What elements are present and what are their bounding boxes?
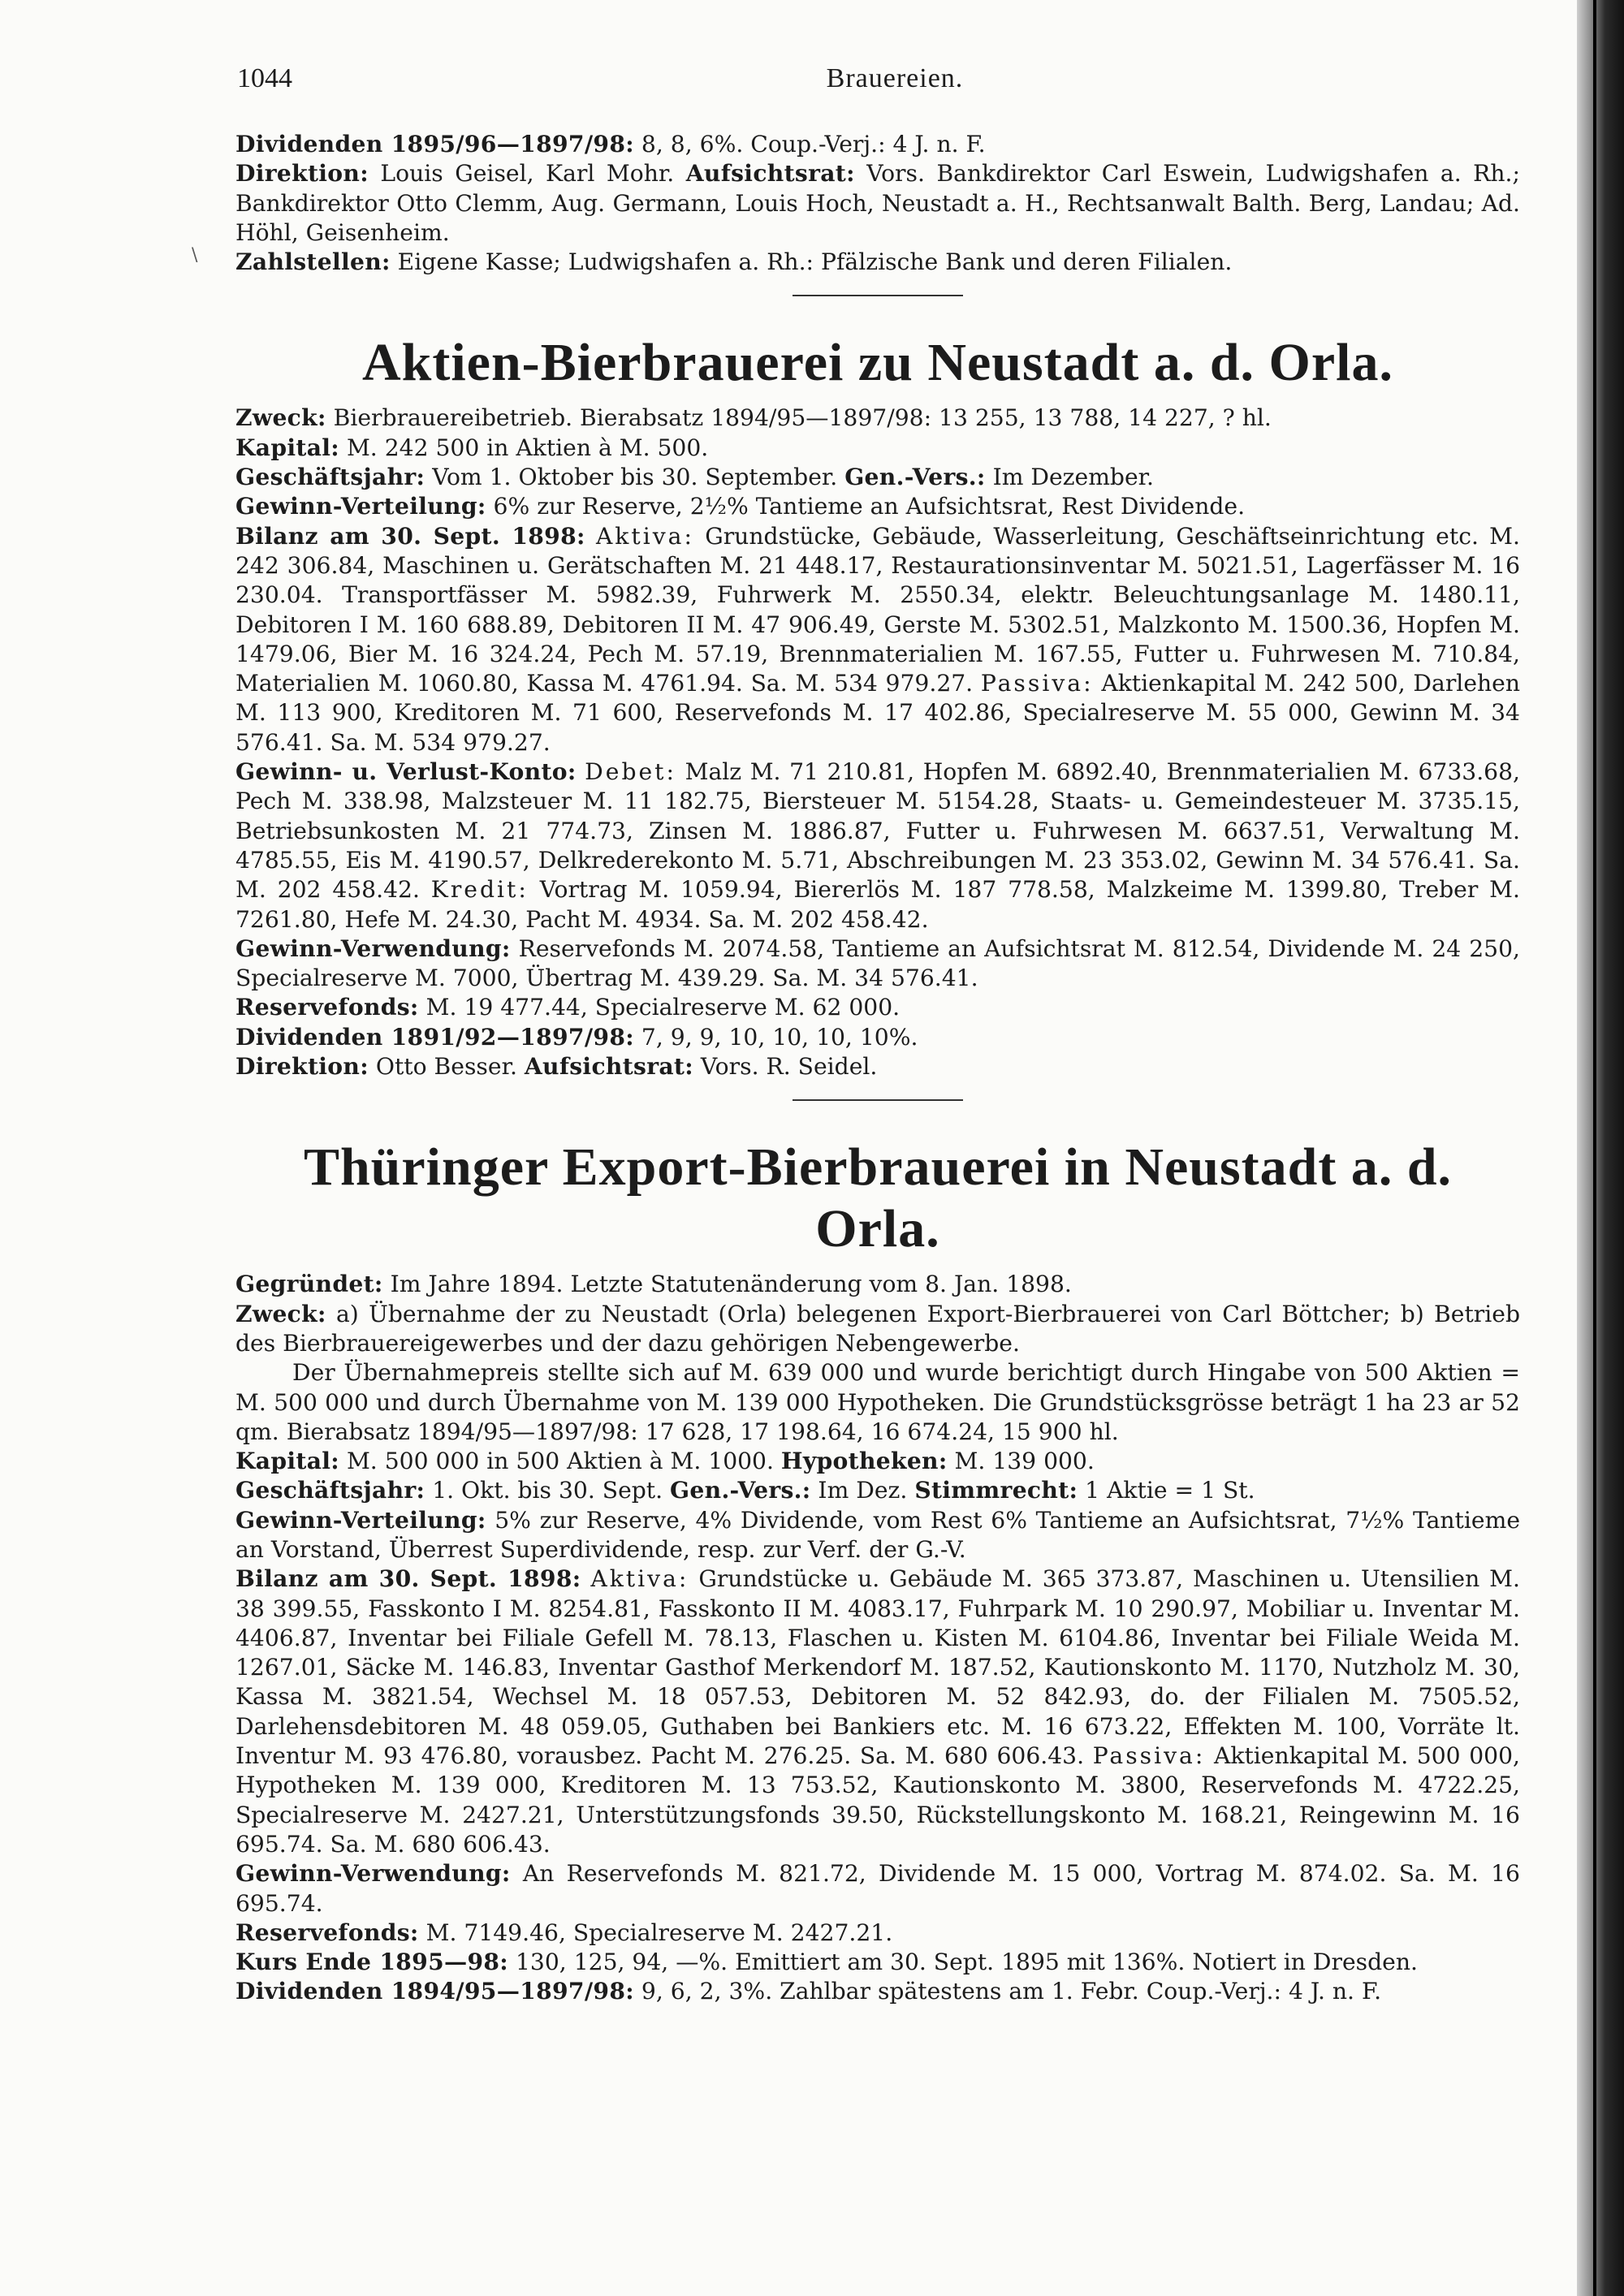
- direction-entry: [235, 159, 1520, 248]
- entry-text: Im Dezember.: [985, 464, 1154, 491]
- passiva-word: Passiva:: [980, 670, 1094, 697]
- entry-text: M. 139 000.: [947, 1448, 1095, 1475]
- entry-label: Gewinn-Verwendung:: [235, 934, 511, 962]
- entry-label: Kapital:: [235, 434, 339, 461]
- aktiva-word: Aktiva:: [590, 1565, 689, 1593]
- entry-text: Bierbrauereibetrieb. Bierabsatz 1894/95—1897/98: 13 255, 13 788, 14 227, ? hl.: [326, 404, 1272, 432]
- entry-text: 5% zur Reserve, 4% Dividende, vom Rest 6% Tantieme an Aufsichtsrat, 7½% Tantieme an Vorstand, Überrest Superdividende, resp. zur Verf. der G.-V.: [235, 1506, 1520, 1563]
- running-title: Brauereien.: [826, 63, 964, 93]
- entry-text: Otto Besser.: [368, 1053, 525, 1081]
- entry-text: M. 7149.46, Specialreserve M. 2427.21.: [418, 1918, 893, 1946]
- entry-label: Kapital:: [235, 1448, 339, 1475]
- entry-text: Vors. Bankdirektor Carl Eswein, Ludwigshafen a. Rh.; Bankdirektor Otto Clemm, Aug. Germann, Louis Hoch, Neustadt a. H., Rechtsanwalt Balth. Berg, Landau; Ad. Höhl, Geisenheim.: [235, 160, 1520, 246]
- page-number: 1044: [237, 63, 292, 93]
- page-body: [235, 130, 1520, 2007]
- company-title: Thüringer Export-Bierbrauerei in Neustadt a. d. Orla.: [303, 1137, 1453, 1259]
- section-divider: [793, 295, 963, 296]
- kredit-word: Kredit:: [430, 876, 529, 904]
- zweck-entry: [235, 1300, 1520, 1359]
- entry-label: Bilanz am 30. Sept. 1898:: [235, 1565, 581, 1593]
- page-header: [237, 63, 1553, 104]
- entry-text: 130, 125, 94, —%. Emittiert am 30. Sept. 1895 mit 136%. Notiert in Dresden.: [508, 1949, 1418, 1976]
- dividenden-entry: [235, 1023, 1520, 1052]
- entry-label: Bilanz am 30. Sept. 1898:: [235, 522, 585, 550]
- entry-text: 6% zur Reserve, 2½% Tantieme an Aufsichtsrat, Rest Dividende.: [486, 493, 1246, 520]
- page-edge-line: [1593, 0, 1596, 2296]
- zweck-entry: [235, 404, 1520, 433]
- stray-mark: \: [192, 245, 198, 265]
- entry-text: M. 242 500 in Aktien à M. 500.: [339, 434, 709, 461]
- entry-text: Aktienkapital M. 242 500, Darlehen M. 113 900, Kreditoren M. 71 600, Reservefonds M. 17 402.86, Specialreserve M. 55 000, Gewinn M. 34 576.41. Sa. M. 534 979.27.: [235, 670, 1520, 756]
- gewinn-verwendung-entry: [235, 1859, 1520, 1918]
- entry-label: Gen.-Vers.:: [844, 464, 986, 491]
- entry-label: Gewinn-Verwendung:: [235, 1860, 511, 1888]
- aktiva-word: Aktiva:: [595, 522, 694, 550]
- entry-text: Grundstücke u. Gebäude M. 365 373.87, Maschinen u. Utensilien M. 38 399.55, Fasskonto I M. 8254.81, Fasskonto II M. 4083.17, Fuhrpark M. 10 290.97, Mobiliar u. Inventar M. 4406.87, Inventar bei Filiale Gefell M. 78.13, Flaschen u. Kisten M. 6104.86, Inventar bei Filiale Weida M. 1267.01, Säcke M. 146.83, Inventar Gasthof Merkendorf M. 187.52, Kautionskonto M. 1170, Nutzholz M. 30, Kassa M. 3821.54, Wechsel M. 18 057.53, Debitoren M. 52 842.93, do. der Filialen M. 7505.52, Darlehensdebitoren M. 48 059.05, Guthaben bei Bankiers etc. M. 16 673.22, Effekten M. 100, Vorräte lt. Inventur M. 93 476.80, vorausbez. Pacht M. 276.25. Sa. M. 680 606.43.: [235, 1565, 1521, 1770]
- guv-entry: [235, 757, 1520, 934]
- entry-text: Im Dez.: [810, 1477, 915, 1504]
- entry-label: Hypotheken:: [780, 1448, 948, 1475]
- direktion-entry: [235, 1052, 1520, 1081]
- bilanz-entry: [235, 1564, 1520, 1859]
- reservefonds-entry: [235, 1918, 1520, 1948]
- entry-label: Gewinn-Verteilung:: [235, 1506, 486, 1534]
- entry-label: Kurs Ende 1895—98:: [235, 1949, 509, 1976]
- entry-label: Dividenden 1894/95—1897/98:: [235, 1978, 634, 2005]
- gewinn-verteilung-entry: [235, 1506, 1520, 1565]
- entry-label: Reservefonds:: [235, 1918, 419, 1946]
- entry-label: Geschäftsjahr:: [235, 1477, 425, 1504]
- entry-label: Direktion:: [235, 1053, 369, 1081]
- bilanz-entry: [235, 522, 1520, 757]
- kurs-entry: [235, 1948, 1520, 1977]
- section-divider: [793, 1099, 963, 1101]
- company-title: Aktien-Bierbrauerei zu Neustadt a. d. Orla.: [361, 333, 1394, 393]
- entry-text: M. 19 477.44, Specialreserve M. 62 000.: [418, 994, 901, 1021]
- entry-text: Aktienkapital M. 500 000, Hypotheken M. 139 000, Kreditoren M. 13 753.52, Kautionskonto M. 3800, Reservefonds M. 4722.25, Specialreserve M. 2427.21, Unterstützungsfonds 39.50, Rückstellungskonto M. 168.21, Reingewinn M. 16 695.74. Sa. M. 680 606.43.: [235, 1742, 1520, 1858]
- entry-label: Gewinn- u. Verlust-Konto:: [235, 758, 577, 786]
- entry-text: 9, 6, 2, 3%. Zahlbar spätestens am 1. Febr. Coup.-Verj.: 4 J. n. F.: [633, 1978, 1382, 2005]
- kapital-entry: [235, 1447, 1520, 1476]
- entry-text: An Reservefonds M. 821.72, Dividende M. 15 000, Vortrag M. 874.02. Sa. M. 16 695.74.: [235, 1860, 1520, 1917]
- entry-text: Vom 1. Oktober bis 30. September.: [425, 464, 845, 491]
- entry-label: Geschäftsjahr:: [235, 464, 425, 491]
- entry-text: 8, 8, 6%. Coup.-Verj.: 4 J. n. F.: [633, 131, 986, 158]
- entry-text: Vortrag M. 1059.94, Biererlös M. 187 778.58, Malzkeime M. 1399.80, Treber M. 7261.80, Hefe M. 24.30, Pacht M. 4934. Sa. M. 202 458.42.: [235, 876, 1520, 933]
- gewinn-verwendung-entry: [235, 934, 1520, 994]
- entry-text: 1 Aktie = 1 St.: [1078, 1477, 1255, 1504]
- entry-label: Direktion:: [235, 160, 369, 188]
- reservefonds-entry: [235, 993, 1520, 1022]
- entry-text: M. 500 000 in 500 Aktien à M. 1000.: [339, 1448, 781, 1475]
- entry-text: Louis Geisel, Karl Mohr.: [368, 160, 686, 188]
- entry-text: Malz M. 71 210.81, Hopfen M. 6892.40, Brennmaterialien M. 6733.68, Pech M. 338.98, Malzsteuer M. 11 182.75, Biersteuer M. 5154.28, Staats- u. Gemeindesteuer M. 3735.15, Betriebsunkosten M. 21 774.73, Zinsen M. 1886.87, Futter u. Fuhrwesen M. 6637.51, Verwaltung M. 4785.55, Eis M. 4190.57, Delkrederekonto M. 5.71, Abschreibungen M. 23 353.02, Gewinn M. 34 576.41. Sa. M. 202 458.42.: [235, 758, 1521, 904]
- entry-text: 7, 9, 9, 10, 10, 10, 10%.: [633, 1023, 918, 1051]
- gewinn-verteilung-entry: [235, 492, 1520, 521]
- entry-label: Zweck:: [235, 1300, 326, 1327]
- entry-label: Gegründet:: [235, 1271, 383, 1298]
- geschaeftsjahr-entry: [235, 463, 1520, 492]
- entry-text: Reservefonds M. 2074.58, Tantieme an Aufsichtsrat M. 812.54, Dividende M. 24 250, Specialreserve M. 7000, Übertrag M. 439.29. Sa. M. 34 576.41.: [235, 934, 1520, 992]
- paying-agents-entry: [235, 248, 1520, 277]
- entry-label: Gewinn-Verteilung:: [235, 493, 486, 520]
- entry-label: Reservefonds:: [235, 994, 419, 1021]
- entry-label: Gen.-Vers.:: [670, 1477, 811, 1504]
- dividenden-entry: [235, 1977, 1520, 2006]
- page-edge-shadow: [1577, 0, 1624, 2296]
- entry-text: Vors. R. Seidel.: [693, 1053, 878, 1081]
- entry-text: a) Übernahme der zu Neustadt (Orla) belegenen Export-Bierbrauerei von Carl Böttcher; b) Betrieb des Bierbrauereigewerbes und der dazu gehörigen Nebengewerbe.: [235, 1300, 1520, 1357]
- entry-text: 1. Okt. bis 30. Sept.: [425, 1477, 671, 1504]
- kapital-entry: [235, 434, 1520, 463]
- entry-text: Im Jahre 1894. Letzte Statutenänderung vom 8. Jan. 1898.: [382, 1271, 1072, 1298]
- gegruendet-entry: [235, 1270, 1520, 1299]
- dividends-entry: [235, 130, 1520, 159]
- entry-label: Aufsichtsrat:: [685, 160, 855, 188]
- entry-text: Grundstücke, Gebäude, Wasserleitung, Geschäftseinrichtung etc. M. 242 306.84, Maschinen u. Gerätschaften M. 21 448.17, Restaurationsinventar M. 5021.51, Lagerfässer M. 16 230.04. Transportfässer M. 5982.39, Fuhrwerk M. 2550.34, elektr. Beleuchtungsanlage M. 1480.11, Debitoren I M. 160 688.89, Debitoren II M. 47 906.49, Gerste M. 5302.51, Malzkonto M. 1500.36, Hopfen M. 1479.06, Bier M. 16 324.24, Pech M. 57.19, Brennmaterialien M. 167.55, Futter u. Fuhrwesen M. 710.84, Materialien M. 1060.80, Kassa M. 4761.94. Sa. M. 534 979.27.: [235, 522, 1520, 697]
- entry-label: Zweck:: [235, 404, 326, 432]
- entry-label: Zahlstellen:: [235, 248, 391, 276]
- entry-label: Stimmrecht:: [914, 1477, 1078, 1504]
- geschaeftsjahr-entry: [235, 1476, 1520, 1505]
- passiva-word: Passiva:: [1092, 1742, 1206, 1770]
- debet-word: Debet:: [585, 758, 677, 786]
- entry-text: Eigene Kasse; Ludwigshafen a. Rh.: Pfälzische Bank und deren Filialen.: [390, 248, 1233, 276]
- entry-label: Aufsichtsrat:: [524, 1053, 693, 1081]
- entry-label: Dividenden 1891/92—1897/98:: [235, 1023, 634, 1051]
- zweck-paragraph: Der Übernahmepreis stellte sich auf M. 639 000 und wurde berichtigt durch Hingabe von 500 Aktien = M. 500 000 und durch Übernahme von M. 139 000 Hypotheken. Die Grundstücksgrösse beträgt 1 ha 23 ar 52 qm. Bierabsatz 1894/95—1897/98: 17 628, 17 198.64, 16 674.24, 15 900 hl.: [235, 1359, 1520, 1445]
- entry-label: Dividenden 1895/96—1897/98:: [235, 131, 634, 158]
